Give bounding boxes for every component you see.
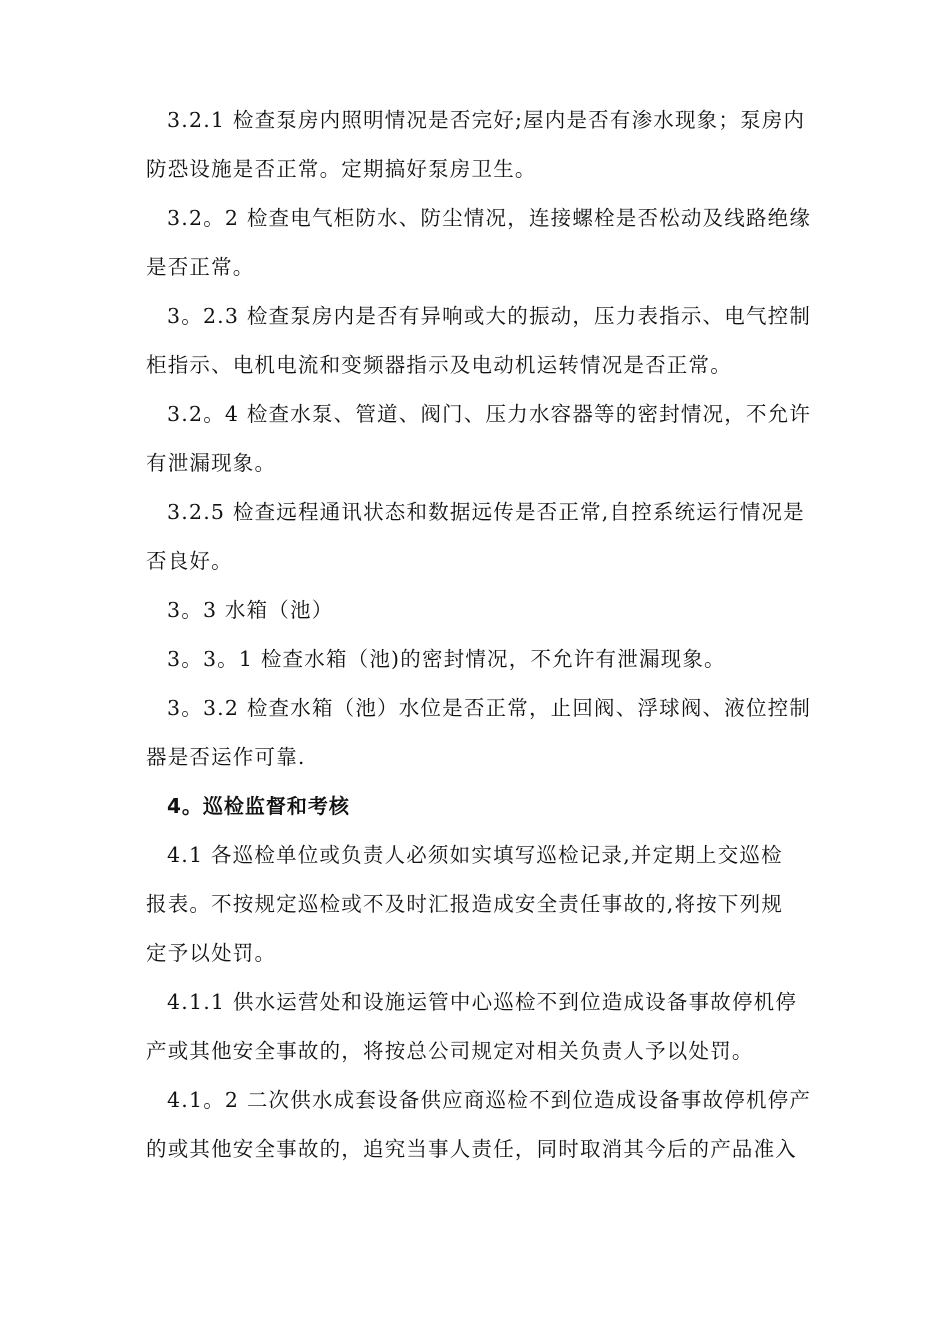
text-line: 4.1.1 供水运营处和设施运管中心巡检不到位造成设备事故停机停 bbox=[167, 990, 798, 1014]
paragraph-3-2-1 bbox=[146, 96, 814, 194]
paragraph-3-3-1 bbox=[146, 635, 814, 684]
paragraph-3-2-5 bbox=[146, 488, 814, 586]
paragraph-3-2-2 bbox=[146, 194, 814, 292]
paragraph-3-3-2 bbox=[146, 684, 814, 782]
section-heading-4: 4。巡检监督和考核 bbox=[167, 794, 350, 818]
text-line: 否良好。 bbox=[146, 549, 233, 573]
text-line: 3。3 水箱（池） bbox=[167, 598, 334, 622]
text-line: 是否正常。 bbox=[146, 255, 255, 279]
paragraph-4-1 bbox=[146, 831, 814, 978]
text-line: 3。2.3 检查泵房内是否有异响或大的振动，压力表指示、电气控制 bbox=[167, 304, 812, 328]
text-line: 4.1 各巡检单位或负责人必须如实填写巡检记录,并定期上交巡检 bbox=[167, 843, 783, 867]
text-line: 器是否运作可靠. bbox=[146, 745, 306, 769]
text-line: 3.2.5 检查远程通讯状态和数据远传是否正常,自控系统运行情况是 bbox=[167, 500, 805, 524]
paragraph-4-1-2 bbox=[146, 1076, 814, 1174]
text-line: 4.1。2 二次供水成套设备供应商巡检不到位造成设备事故停机停产 bbox=[167, 1088, 812, 1112]
document-body bbox=[146, 96, 814, 1174]
text-line: 3.2。4 检查水泵、管道、阀门、压力水容器等的密封情况，不允许 bbox=[167, 402, 812, 426]
paragraph-4-1-1 bbox=[146, 978, 814, 1076]
text-line: 产或其他安全事故的，将按总公司规定对相关负责人予以处罚。 bbox=[146, 1039, 754, 1063]
text-line: 3。3。1 检查水箱（池)的密封情况，不允许有泄漏现象。 bbox=[167, 647, 726, 671]
text-line: 定予以处罚。 bbox=[146, 941, 277, 965]
text-line: 防恐设施是否正常。定期搞好泵房卫生。 bbox=[146, 157, 537, 181]
paragraph-3-2-3 bbox=[146, 292, 814, 390]
paragraph-3-2-4 bbox=[146, 390, 814, 488]
text-line: 的或其他安全事故的，追究当事人责任，同时取消其今后的产品准入 bbox=[146, 1137, 797, 1161]
text-line: 3.2.1 检查泵房内照明情况是否完好;屋内是否有渗水现象；泵房内 bbox=[167, 108, 806, 132]
text-line: 3。3.2 检查水箱（池）水位是否正常，止回阀、浮球阀、液位控制 bbox=[167, 696, 812, 720]
text-line: 3.2。2 检查电气柜防水、防尘情况，连接螺栓是否松动及线路绝缘 bbox=[167, 206, 812, 230]
text-line: 报表。不按规定巡检或不及时汇报造成安全责任事故的,将按下列规 bbox=[146, 892, 784, 916]
paragraph-3-3 bbox=[146, 586, 814, 635]
text-line: 有泄漏现象。 bbox=[146, 451, 277, 475]
text-line: 柜指示、电机电流和变频器指示及电动机运转情况是否正常。 bbox=[146, 353, 732, 377]
